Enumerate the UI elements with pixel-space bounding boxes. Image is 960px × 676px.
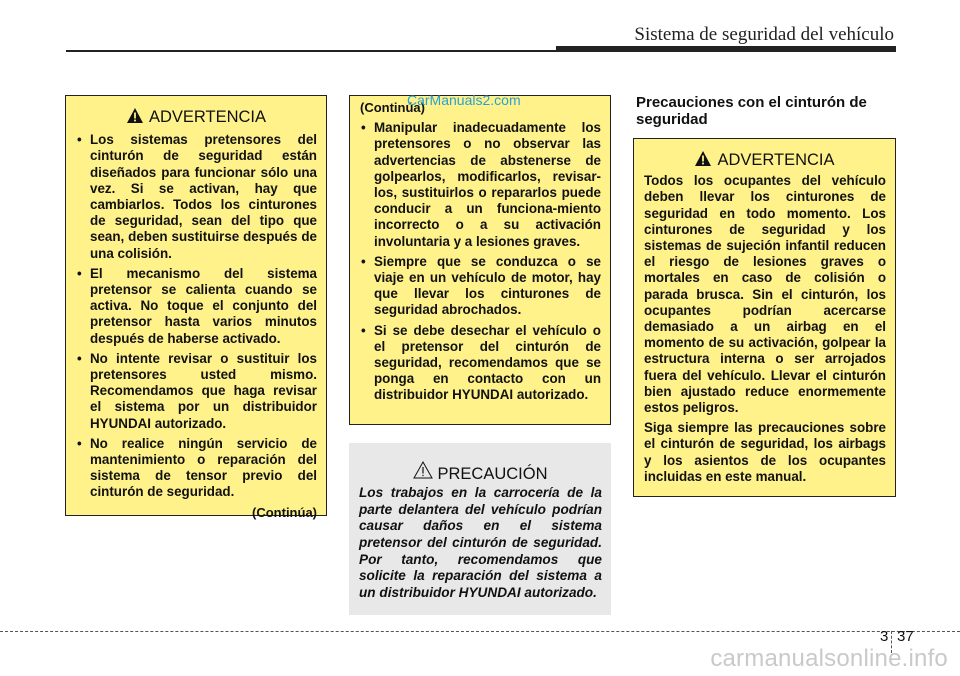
list-item: • No intente revisar o sustituir los pretensores usted mismo. Recomendamos que haga revisar el sistema por un distribuidor HYUNDAI autorizado. <box>76 351 317 432</box>
caution-box <box>349 443 611 615</box>
warning-triangle-icon <box>695 151 711 169</box>
header-rule <box>66 50 556 52</box>
list-item: • Los sistemas pretensores del cinturón de seguridad están diseñados para funcionar sólo una vez. Si se activan, hay que cambiarlos. Todos los cinturones de seguridad, sean del tipo que sean, deben sustituirse después de una colisión. <box>76 132 317 262</box>
section-heading: Precauciones con el cinturón de seguridad <box>636 94 867 128</box>
footer-rule <box>0 631 960 632</box>
list-item: • Siempre que se conduzca o se viaje en un vehículo de motor, hay que llevar los cinturones de seguridad abrochados. <box>360 254 601 319</box>
continues-label: (Continúa) <box>252 504 317 520</box>
warning-list <box>76 132 317 500</box>
warning-paragraph: Siga siempre las precauciones sobre el cinturón de seguridad, los airbags y los asientos de los ocupantes incluidas en este manual. <box>644 420 886 484</box>
caution-triangle-icon <box>413 461 433 482</box>
header-rule-thick <box>556 46 896 52</box>
list-item: • No realice ningún servicio de mantenimiento o reparación del sistema de tensor previo del cinturón de seguridad. <box>76 436 317 501</box>
caution-text: Los trabajos en la carrocería de la parte delantera del vehículo podrían causar daños en el sistema pretensor del cinturón de seguridad. Por tanto, recomendamos que solicite la reparación del sistema a un distribuidor HYUNDAI autorizado. <box>359 485 602 600</box>
warning-heading-text: ADVERTENCIA <box>148 108 267 126</box>
caution-heading <box>359 461 602 482</box>
continued-label: (Continúa) <box>360 100 425 115</box>
warning-box-seatbelt <box>633 138 896 497</box>
chapter-number: 3 <box>880 628 889 645</box>
watermark-bottom: carmanualsonline.info <box>710 645 948 672</box>
warning-paragraph: Todos los ocupantes del vehículo deben llevar los cinturones de seguridad en todo momento. Los cinturones de seguridad y los sistemas de sujeción infantil reducen el riesgo de lesiones graves o mortales en caso de colisión o parada brusca. Sin el cinturón, los ocupantes podrían acercarse demasiado a un airbag en el momento de su activación, golpear la estructura interna o ser arrojados fuera del vehículo. Llevar el cinturón bien ajustado reduce enormemente estos peligros. <box>644 173 886 416</box>
warning-heading <box>76 108 317 126</box>
list-item: • Manipular inadecuadamente los pretensores o no observar las advertencias de abstenerse de golpearlos, modificarlos, revisar-los, sustituirlos o repararlos puede conducir a un funciona-miento incorrecto o a su activación involuntaria y a lesiones graves. <box>360 120 601 250</box>
watermark-top: CarManuals2.com <box>407 92 521 108</box>
warning-list <box>360 120 601 403</box>
list-item: • El mecanismo del sistema pretensor se calienta cuando se activa. No toque el conjunto del pretensor hasta varios minutos después de haberse activado. <box>76 266 317 347</box>
warning-heading-text: ADVERTENCIA <box>717 151 835 169</box>
warning-triangle-icon <box>127 108 143 126</box>
warning-heading <box>644 151 886 169</box>
list-item: • Si se debe desechar el vehículo o el pretensor del cinturón de seguridad, recomendamos que se ponga en contacto con un distribuidor HYUNDAI autorizado. <box>360 323 601 404</box>
caution-heading-text: PRECAUCIÓN <box>437 465 548 483</box>
page-number: 37 <box>897 628 914 645</box>
header-title: Sistema de seguridad del vehículo <box>634 24 894 45</box>
warning-box-pretensioners <box>65 95 327 520</box>
warning-box-continued <box>349 95 611 425</box>
